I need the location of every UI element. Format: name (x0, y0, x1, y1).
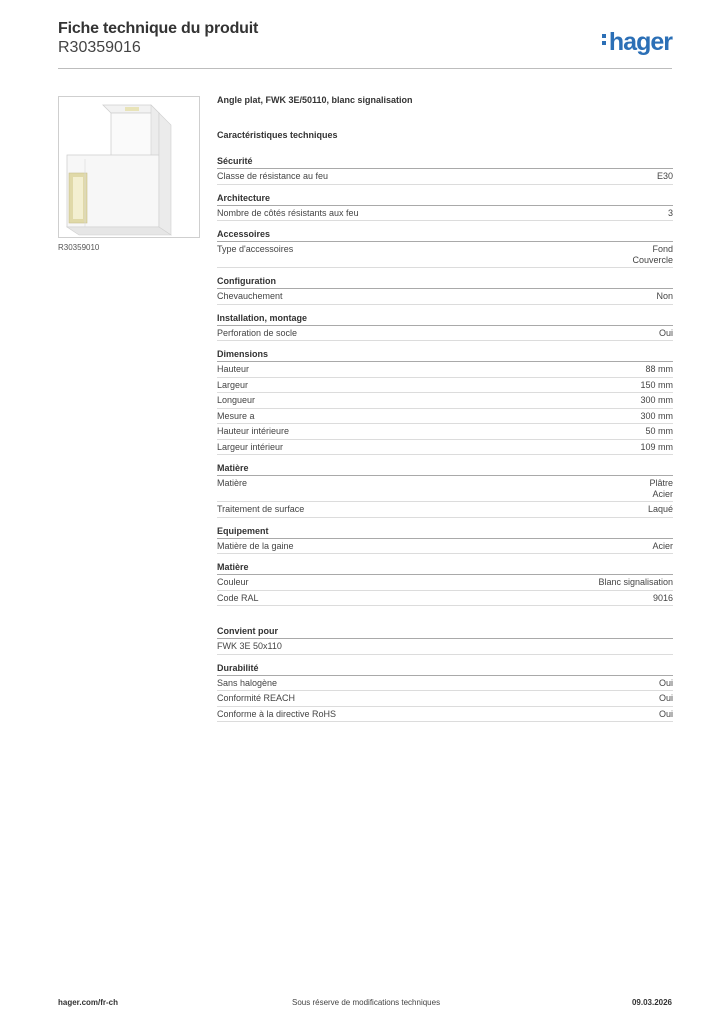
spec-value-line: 300 mm (640, 395, 673, 405)
spec-group-title: Equipement (217, 518, 673, 539)
spec-group-title: Installation, montage (217, 305, 673, 326)
spec-value-line: Blanc signalisation (598, 577, 673, 587)
spec-value-line: 88 mm (645, 364, 673, 374)
spec-value-line: Acier (652, 488, 673, 499)
spec-value (659, 709, 673, 720)
spec-row (217, 639, 673, 655)
spec-group (217, 655, 673, 723)
spec-value (659, 678, 673, 689)
spec-value (640, 411, 673, 422)
spec-value (657, 171, 673, 182)
spec-value-line: 109 mm (640, 441, 673, 452)
spec-group-title: Configuration (217, 268, 673, 289)
spec-value-line: 150 mm (640, 379, 673, 390)
footer-website[interactable]: hager.com/fr-ch (58, 998, 119, 1007)
spec-value-line: 50 mm (645, 426, 673, 436)
spec-row (217, 409, 673, 425)
page-header (58, 20, 672, 69)
flat-angle-illustration-icon (59, 97, 199, 237)
spec-row (217, 676, 673, 692)
logo-text: hager (608, 28, 672, 56)
spec-value (659, 328, 673, 339)
spec-row (217, 362, 673, 378)
spec-row (217, 378, 673, 394)
spec-row (217, 691, 673, 707)
spec-value-line: Oui (658, 677, 673, 688)
spec-group (217, 305, 673, 342)
spec-label: Sans halogène (217, 677, 278, 688)
spec-group (217, 341, 673, 455)
spec-value (653, 593, 673, 604)
spec-group-title: Accessoires (217, 221, 673, 242)
spec-row (217, 206, 673, 222)
spec-group (217, 518, 673, 555)
spec-row (217, 393, 673, 409)
spec-value-line: 300 mm (640, 410, 673, 421)
spec-label: Conforme à la directive RoHS (217, 708, 337, 719)
spec-group-title: Matière (217, 554, 673, 575)
spec-value (645, 426, 673, 437)
spec-value (659, 693, 673, 704)
spec-group (217, 606, 673, 655)
spec-row (217, 326, 673, 342)
spec-label: Perforation de socle (217, 327, 298, 338)
spec-value-line: Acier (652, 540, 673, 551)
spec-label: Hauteur intérieure (217, 426, 290, 436)
product-name: Angle plat, FWK 3E/50110, blanc signalisation (217, 95, 413, 105)
spec-label: Traitement de surface (217, 504, 305, 514)
spec-value (598, 577, 673, 588)
spec-row (217, 707, 673, 723)
spec-group-title: Sécurité (217, 148, 673, 169)
spec-value (640, 442, 673, 453)
spec-value (640, 395, 673, 406)
spec-value-line: Laqué (647, 504, 673, 514)
spec-value (656, 291, 673, 302)
spec-value-line: 3 (667, 207, 673, 218)
footer-disclaimer: Sous réserve de modifications techniques (292, 998, 441, 1007)
hager-logo (602, 28, 672, 57)
spec-row (217, 242, 673, 268)
spec-value (649, 478, 673, 499)
spec-group-title: Convient pour (217, 618, 673, 639)
specs-content (217, 95, 673, 722)
spec-row (217, 502, 673, 518)
spec-value (645, 364, 673, 375)
image-caption: R30359010 (58, 243, 100, 252)
spec-row (217, 440, 673, 456)
spec-row (217, 289, 673, 305)
spec-group (217, 148, 673, 185)
spec-group-title: Durabilité (217, 655, 673, 676)
spec-group-title: Architecture (217, 185, 673, 206)
spec-value-line: E30 (656, 171, 673, 181)
spec-label: Matière de la gaine (217, 540, 294, 551)
spec-value-line: Fond (652, 244, 673, 254)
spec-value-line: Oui (658, 693, 673, 703)
spec-label: Largeur intérieur (217, 441, 284, 452)
spec-value-line: Couvercle (632, 254, 673, 265)
spec-group-title: Matière (217, 455, 673, 476)
spec-value (668, 208, 673, 219)
spec-value (652, 541, 673, 552)
spec-group (217, 455, 673, 518)
spec-groups (217, 148, 673, 722)
spec-row (217, 575, 673, 591)
spec-value (640, 380, 673, 391)
spec-label: FWK 3E 50x110 (217, 641, 282, 651)
footer-date: 09.03.2026 (631, 998, 672, 1007)
spec-label: Conformité REACH (217, 693, 296, 703)
spec-label: Hauteur (217, 364, 250, 374)
spec-label: Largeur (217, 379, 249, 390)
spec-group (217, 185, 673, 222)
spec-value-line: Non (656, 291, 673, 301)
spec-row (217, 169, 673, 185)
spec-label: Classe de résistance au feu (217, 171, 329, 181)
spec-label: Matière (217, 478, 248, 488)
spec-label: Couleur (217, 577, 249, 587)
spec-group (217, 554, 673, 606)
spec-label: Mesure a (217, 410, 255, 421)
spec-label: Nombre de côtés résistants aux feu (217, 207, 359, 218)
spec-value-line: Oui (658, 708, 673, 719)
spec-label: Chevauchement (217, 291, 283, 301)
spec-row (217, 539, 673, 555)
spec-label: Longueur (217, 395, 256, 405)
spec-label: Type d'accessoires (217, 244, 294, 254)
spec-row (217, 591, 673, 607)
spec-value-line: Oui (658, 327, 673, 338)
document-title: Fiche technique du produit (58, 20, 259, 37)
product-image (58, 96, 200, 238)
spec-value (648, 504, 673, 515)
spec-row (217, 424, 673, 440)
product-reference: R30359016 (58, 39, 141, 56)
spec-value (632, 244, 673, 265)
logo-dots-icon (602, 31, 607, 48)
section-heading: Caractéristiques techniques (217, 130, 338, 140)
spec-value-line: 9016 (652, 592, 673, 603)
spec-group (217, 268, 673, 305)
spec-label: Code RAL (217, 592, 259, 603)
spec-row (217, 476, 673, 502)
spec-group (217, 221, 673, 268)
spec-value-line: Plâtre (649, 478, 673, 488)
spec-group-title: Dimensions (217, 341, 673, 362)
